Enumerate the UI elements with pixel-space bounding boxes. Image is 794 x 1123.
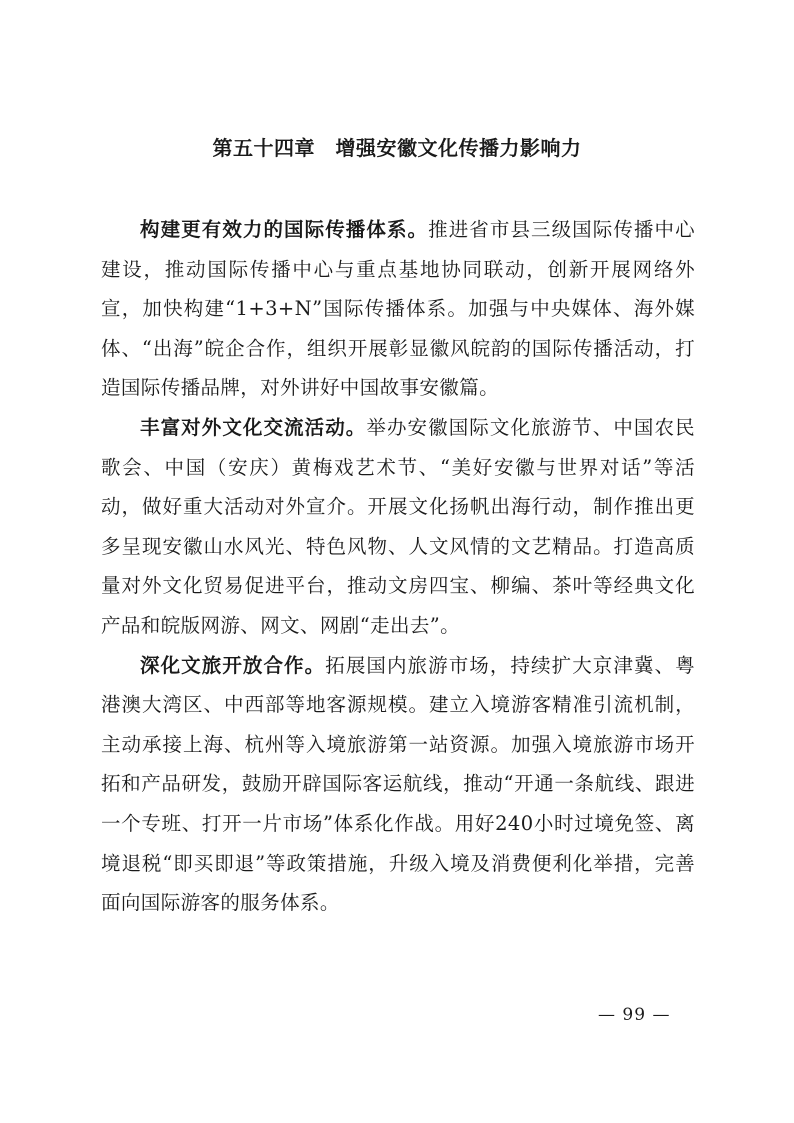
- paragraph-body: 推进省市县三级国际传播中心建设，推动国际传播中心与重点基地协同联动，创新开展网络外宣，加快构建“1+3+N”国际传播体系。加强与中央媒体、海外媒体、“出海”皖企合作，组织开展彰显徽风皖韵的国际传播活动，打造国际传播品牌，对外讲好中国故事安徽篇。: [101, 218, 695, 400]
- paragraph-lead: 丰富对外文化交流活动。: [140, 415, 367, 439]
- body-text: [101, 210, 695, 923]
- paragraph-tourism-cooperation: [101, 646, 695, 923]
- paragraph-body: 拓展国内旅游市场，持续扩大京津冀、粤港澳大湾区、中西部等地客源规模。建立入境游客精准引流机制，主动承接上海、杭州等入境旅游第一站资源。加强入境旅游市场开拓和产品研发，鼓励开辟国际客运航线，推动“开通一条航线、跟进一个专班、打开一片市场”体系化作战。用好240小时过境免签、离境退税“即买即退”等政策措施，升级入境及消费便利化举措，完善面向国际游客的服务体系。: [101, 653, 695, 915]
- paragraph-body: 举办安徽国际文化旅游节、中国农民歌会、中国（安庆）黄梅戏艺术节、“美好安徽与世界对话”等活动，做好重大活动对外宣介。开展文化扬帆出海行动，制作推出更多呈现安徽山水风光、特色风物、人文风情的文艺精品。打造高质量对外文化贸易促进平台，推动文房四宝、柳编、茶叶等经典文化产品和皖版网游、网文、网剧“走出去”。: [101, 415, 695, 637]
- chapter-title: 第五十四章 增强安徽文化传播力影响力: [212, 136, 582, 160]
- paragraph-lead: 构建更有效力的国际传播体系。: [140, 218, 429, 241]
- page-number: — 99 —: [598, 1005, 671, 1025]
- paragraph-cultural-exchange: [101, 408, 695, 646]
- paragraph-lead: 深化文旅开放合作。: [140, 653, 326, 677]
- paragraph-international-communication: [101, 210, 695, 408]
